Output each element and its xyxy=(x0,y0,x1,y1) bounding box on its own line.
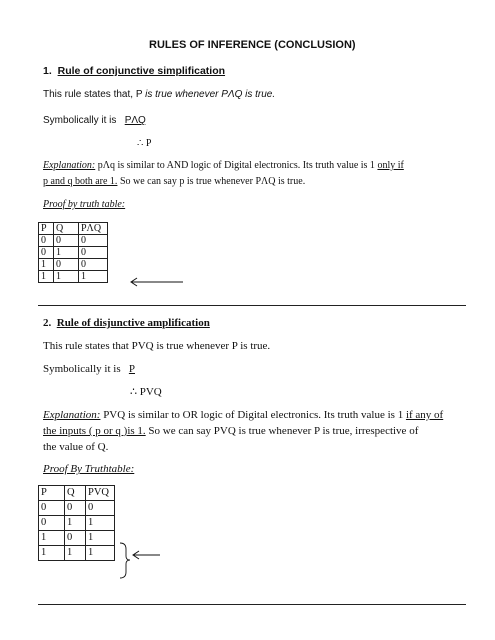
section1-number: 1. xyxy=(43,65,52,77)
table-header-cell: Q xyxy=(65,486,86,501)
table-cell: 0 xyxy=(86,501,115,516)
section2-number: 2. xyxy=(43,317,52,329)
section1-statement xyxy=(43,89,275,100)
section1-explanation-line2 xyxy=(43,176,305,187)
divider xyxy=(38,604,466,605)
table-row xyxy=(39,247,108,259)
section2-premise: P xyxy=(128,363,135,375)
table-cell: 1 xyxy=(65,546,86,561)
left-arrow-icon xyxy=(128,277,184,287)
section2-explanation-line1 xyxy=(43,409,443,421)
section1-explanation-label: Explanation: xyxy=(43,160,96,171)
page-title: RULES OF INFERENCE (CONCLUSION) xyxy=(149,39,356,51)
section2-heading xyxy=(43,317,210,329)
table-row xyxy=(39,271,108,283)
section1-truth-table xyxy=(38,222,108,283)
section2-truth-table xyxy=(38,485,115,561)
section1-symbolic-label: Symbolically it is xyxy=(43,115,117,126)
section1-explanation-underlined1: only if xyxy=(377,160,404,171)
section2-statement: This rule states that PVQ is true whenever P is true. xyxy=(43,340,271,352)
table-cell: 0 xyxy=(54,235,79,247)
table-header-cell: Q xyxy=(54,223,79,235)
table-row xyxy=(39,516,115,531)
section1-proof-label: Proof by truth table: xyxy=(43,199,126,210)
section2-explanation-text2: So we can say PVQ is true whenever P is true, irrespective of xyxy=(148,425,419,437)
table-cell: 0 xyxy=(79,259,108,271)
table-cell: 1 xyxy=(54,271,79,283)
table-cell: 0 xyxy=(65,531,86,546)
table-header-cell: P xyxy=(39,223,54,235)
table-cell: 0 xyxy=(39,235,54,247)
table-row xyxy=(39,259,108,271)
table-cell: 0 xyxy=(39,516,65,531)
table-row xyxy=(39,501,115,516)
section1-explanation-line1 xyxy=(43,160,404,171)
section2-conclusion: ∴ PVQ xyxy=(130,386,162,398)
section1-explanation-text1: pΛq is similar to AND logic of Digital electronics. Its truth value is 1 xyxy=(97,160,375,171)
table-cell: 0 xyxy=(39,501,65,516)
table-row xyxy=(39,531,115,546)
section2-explanation-line2 xyxy=(43,425,418,437)
section1-explanation-text2: So we can say p is true whenever PΛQ is true. xyxy=(119,176,306,187)
table-header-row xyxy=(39,486,115,501)
table-cell: 1 xyxy=(86,516,115,531)
section2-heading-text: Rule of disjunctive amplification xyxy=(56,317,210,329)
table-cell: 1 xyxy=(39,259,54,271)
table-cell: 0 xyxy=(65,501,86,516)
table-cell: 1 xyxy=(39,546,65,561)
section1-heading xyxy=(43,65,225,77)
section2-symbolic xyxy=(43,363,135,375)
section1-conclusion: ∴ P xyxy=(137,138,152,149)
section1-explanation-underlined2: p and q both are 1. xyxy=(43,176,118,187)
table-cell: 1 xyxy=(86,531,115,546)
section2-explanation-text1: PVQ is similar to OR logic of Digital electronics. Its truth value is 1 xyxy=(103,409,404,421)
table-cell: 1 xyxy=(79,271,108,283)
table-header-cell: P xyxy=(39,486,65,501)
section2-explanation-label: Explanation: xyxy=(43,409,101,421)
table-cell: 1 xyxy=(54,247,79,259)
table-cell: 1 xyxy=(86,546,115,561)
section1-statement-italic: is true whenever PΛQ is true. xyxy=(145,89,276,100)
table-row xyxy=(39,546,115,561)
table-cell: 0 xyxy=(39,247,54,259)
section1-heading-text: Rule of conjunctive simplification xyxy=(57,65,226,77)
table-cell: 1 xyxy=(39,531,65,546)
table-header-cell: PVQ xyxy=(86,486,115,501)
section1-symbolic xyxy=(43,115,146,126)
section2-explanation-line3: the value of Q. xyxy=(43,441,109,453)
right-brace-icon xyxy=(118,541,162,581)
table-cell: 0 xyxy=(79,247,108,259)
table-cell: 1 xyxy=(39,271,54,283)
section2-proof-label: Proof By Truthtable: xyxy=(43,463,135,475)
section2-explanation-underlined2: the inputs ( p or q )is 1. xyxy=(43,425,146,437)
section1-statement-prefix: This rule states that, P xyxy=(43,89,143,100)
table-cell: 0 xyxy=(79,235,108,247)
section2-symbolic-label: Symbolically it is xyxy=(43,363,121,375)
table-cell: 1 xyxy=(65,516,86,531)
section2-explanation-underlined1: if any of xyxy=(405,409,444,421)
table-header-cell: PΛQ xyxy=(79,223,108,235)
table-cell: 0 xyxy=(54,259,79,271)
table-row xyxy=(39,235,108,247)
divider xyxy=(38,305,466,306)
table-header-row xyxy=(39,223,108,235)
section1-premise: PΛQ xyxy=(124,115,146,126)
